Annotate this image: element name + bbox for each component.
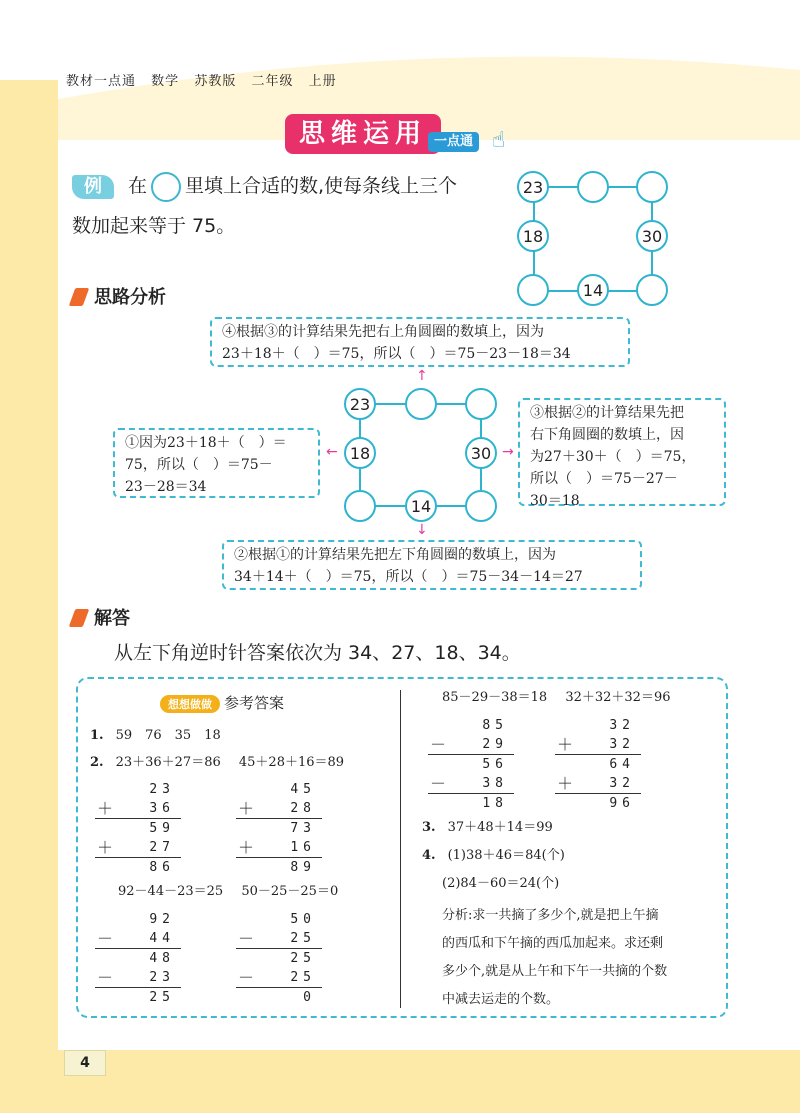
arrow-right-icon: → — [502, 444, 514, 460]
calc5-op2: － — [429, 774, 446, 793]
q2-eq-d: 50－25－25＝0 — [241, 884, 339, 899]
calc2-r1: 45 — [290, 782, 316, 797]
note-step-3 — [518, 398, 726, 509]
q3-answer: 37＋48＋14＝99 — [447, 820, 553, 835]
calc2-op2: ＋ — [237, 838, 254, 857]
q2-eq-e: 85－29－38＝18 — [442, 690, 548, 705]
calc4-r5: 0 — [303, 990, 316, 1005]
note-step-2 — [222, 540, 642, 590]
note4-line1: ④根据③的计算结果先把右上角圆圈的数填上，因为 — [222, 324, 544, 340]
calc2-r3: 73 — [290, 821, 316, 836]
edition: 苏教版 — [194, 74, 237, 89]
grid-circle-top-left: 23 — [517, 171, 549, 203]
note1-line1: ①因为23＋18＋（ ）＝ — [125, 435, 287, 451]
calc4-r4: 25 — [290, 970, 316, 985]
q2-number: 2. — [90, 755, 104, 770]
calc6-r1: 32 — [609, 718, 635, 733]
solution-heading — [72, 604, 130, 630]
note3-line4: 所以（ ）＝75－27－ — [530, 471, 678, 487]
answer-q1 — [90, 726, 221, 746]
answer-q2-more — [118, 882, 338, 902]
calc6-r3: 64 — [609, 757, 635, 772]
blank-circle-icon — [151, 172, 181, 202]
calc5-r4: 38 — [482, 776, 508, 791]
analysis-circle-bottom-right — [465, 490, 497, 522]
calc3-op2: － — [96, 968, 113, 987]
vertical-calc-2 — [236, 780, 322, 877]
reference-badge: 想想做做 — [160, 695, 220, 713]
left-page-margin — [0, 80, 58, 1113]
analysis-circle-bottom-mid: 14 — [405, 490, 437, 522]
analysis-circle-bottom-left — [344, 490, 376, 522]
subject: 数学 — [151, 74, 180, 89]
pencil-icon — [69, 288, 90, 306]
q3-number: 3. — [422, 820, 436, 835]
calc1-r3: 59 — [149, 821, 175, 836]
note3-line2: 右下角圆圈的数填上，因 — [530, 427, 684, 443]
analysis-circle-mid-right: 30 — [465, 437, 497, 469]
calc5-op1: － — [429, 735, 446, 754]
grid-circle-top-mid — [577, 171, 609, 203]
calc5-r1: 85 — [482, 718, 508, 733]
page-number: 4 — [64, 1050, 106, 1076]
grid-circle-bottom-left — [517, 274, 549, 306]
example-text-line1 — [128, 166, 457, 206]
reference-title — [160, 692, 284, 713]
calc1-r2: 36 — [149, 801, 175, 816]
answer-q2 — [90, 753, 344, 773]
reference-title-text: 参考答案 — [224, 694, 285, 712]
note4-line2: 23＋18＋（ ）＝75，所以（ ）＝75－23－18＝34 — [222, 346, 571, 362]
vertical-calc-3 — [95, 910, 181, 1007]
calc2-r4: 16 — [290, 840, 316, 855]
grid-circle-bottom-mid: 14 — [577, 274, 609, 306]
solution-heading-text: 解答 — [94, 608, 130, 629]
q4-part2: (2)84－60＝24(个) — [442, 876, 560, 891]
term: 上册 — [308, 74, 337, 89]
q1-answer: 59 76 35 18 — [115, 728, 221, 743]
calc4-r1: 50 — [290, 912, 316, 927]
calc1-r1: 23 — [149, 782, 175, 797]
q4-analysis — [442, 902, 722, 1014]
analysis-heading-text: 思路分析 — [94, 287, 166, 308]
q2-eq-c: 92－44－23＝25 — [118, 884, 224, 899]
q4-analysis-line3: 多少个,就是从上午和下午一共摘的个数 — [442, 964, 668, 979]
q4-analysis-line2: 的西瓜和下午摘的西瓜加起来。求还剩 — [442, 936, 664, 951]
note1-line3: 23－28＝34 — [125, 479, 207, 495]
note-step-4 — [210, 317, 630, 367]
book-name: 教材一点通 — [66, 74, 137, 89]
calc1-op1: ＋ — [96, 799, 113, 818]
section-title-badge: 一点通 — [428, 132, 479, 152]
answer-q3 — [422, 818, 553, 838]
analysis-heading — [72, 283, 166, 309]
analysis-circle-top-left: 23 — [344, 388, 376, 420]
example-text-line2: 数加起来等于 75。 — [72, 215, 236, 237]
grid-circle-bottom-right — [636, 274, 668, 306]
analysis-circle-top-mid — [405, 388, 437, 420]
arrow-down-icon: ↓ — [416, 522, 428, 538]
grid-circle-mid-left: 18 — [517, 220, 549, 252]
grid-circle-top-right — [636, 171, 668, 203]
vertical-calc-5 — [428, 716, 514, 813]
q4-analysis-line4: 中减去运走的个数。 — [442, 992, 560, 1007]
analysis-circle-mid-left: 18 — [344, 437, 376, 469]
note3-line5: 30＝18 — [530, 493, 580, 509]
grid-circle-mid-right: 30 — [636, 220, 668, 252]
tap-hand-icon: ☝ — [492, 128, 506, 153]
arrow-up-icon: ↑ — [416, 368, 428, 384]
pencil-icon — [69, 609, 90, 627]
calc6-r4: 32 — [609, 776, 635, 791]
q4-number: 4. — [422, 848, 436, 863]
note2-line1: ②根据①的计算结果先把左下角圆圈的数填上，因为 — [234, 547, 556, 563]
calc5-r5: 18 — [482, 796, 508, 811]
solution-text: 从左下角逆时针答案依次为 34、27、18、34。 — [114, 642, 521, 664]
q2-eq-b: 45＋28＋16＝89 — [238, 755, 345, 770]
calc3-r4: 23 — [149, 970, 175, 985]
note1-line2: 75，所以（ ）＝75－ — [125, 457, 273, 473]
calc4-r3: 25 — [290, 951, 316, 966]
calc1-r4: 27 — [149, 840, 175, 855]
running-header — [66, 70, 347, 89]
example-text-after: 里填上合适的数,使每条线上三个 — [185, 175, 458, 197]
note3-line3: 为27＋30＋（ ）＝75， — [530, 449, 696, 465]
calc2-r5: 89 — [290, 860, 316, 875]
calc2-op1: ＋ — [237, 799, 254, 818]
calc6-op2: ＋ — [556, 774, 573, 793]
bottom-page-margin — [0, 1050, 800, 1113]
answer-q4 — [422, 846, 565, 866]
calc3-op1: － — [96, 929, 113, 948]
vertical-calc-4 — [236, 910, 322, 1007]
calc1-r5: 86 — [149, 860, 175, 875]
calc3-r3: 48 — [149, 951, 175, 966]
calc3-r2: 44 — [149, 931, 175, 946]
calc3-r5: 25 — [149, 990, 175, 1005]
arrow-left-icon: ← — [326, 444, 338, 460]
q4-part1: (1)38＋46＝84(个) — [447, 848, 565, 863]
example-text-before: 在 — [128, 175, 148, 197]
example-tag: 例 — [72, 175, 114, 199]
vertical-calc-6 — [555, 716, 641, 813]
section-title: 思维运用 — [285, 114, 441, 154]
calc4-op2: － — [237, 968, 254, 987]
calc2-r2: 28 — [290, 801, 316, 816]
calc5-r3: 56 — [482, 757, 508, 772]
calc6-r2: 32 — [609, 737, 635, 752]
calc4-r2: 25 — [290, 931, 316, 946]
calc5-r2: 29 — [482, 737, 508, 752]
column-divider — [400, 690, 401, 1008]
note2-line2: 34＋14＋（ ）＝75，所以（ ）＝75－34－14＝27 — [234, 569, 583, 585]
note-step-1 — [113, 428, 320, 498]
calc1-op2: ＋ — [96, 838, 113, 857]
vertical-calc-1 — [95, 780, 181, 877]
grade: 二年级 — [251, 74, 294, 89]
q2-eq-a: 23＋36＋27＝86 — [115, 755, 221, 770]
calc3-r1: 92 — [149, 912, 175, 927]
q2-eq-f: 32＋32＋32＝96 — [565, 690, 671, 705]
q4-analysis-line1: 分析:求一共摘了多少个,就是把上午摘 — [442, 908, 659, 923]
calc6-r5: 96 — [609, 796, 635, 811]
analysis-circle-top-right — [465, 388, 497, 420]
q1-number: 1. — [90, 728, 104, 743]
answer-q2-right — [442, 688, 670, 708]
note3-line1: ③根据②的计算结果先把 — [530, 405, 684, 421]
calc6-op1: ＋ — [556, 735, 573, 754]
calc4-op1: － — [237, 929, 254, 948]
